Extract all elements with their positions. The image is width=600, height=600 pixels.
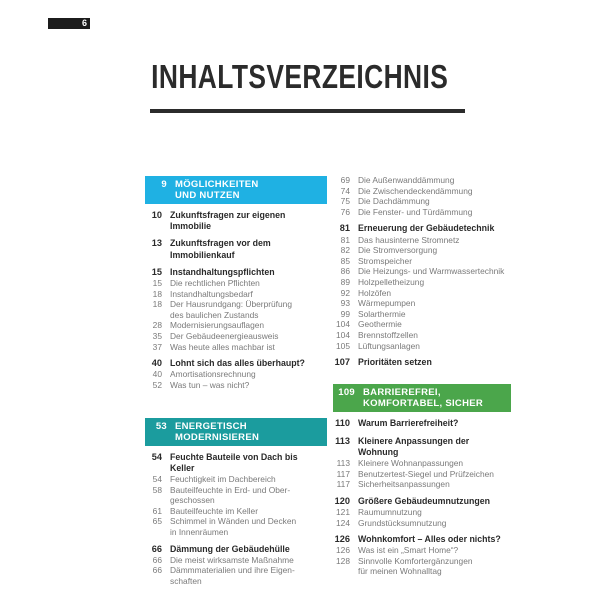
entry-title: Holzpelletheizung: [358, 276, 425, 287]
entry-page-number: 54: [151, 451, 162, 462]
entry-page-number: 105: [336, 340, 350, 351]
entry-page-number: 28: [152, 320, 162, 331]
toc-group: [333, 175, 511, 217]
entry-title: Kleinere Wohnanpassungen: [358, 457, 464, 468]
entry-title: Zukunftsfragen zur eigenen Immobilie: [170, 210, 286, 232]
entry-page-number: 120: [334, 495, 350, 506]
section-page-number: 53: [155, 420, 167, 432]
toc-group: [145, 544, 327, 587]
entry-page-number: 92: [340, 287, 350, 298]
toc-group: [333, 534, 511, 577]
toc-entry[interactable]: [333, 256, 511, 267]
toc-chapter-entry[interactable]: [333, 418, 511, 429]
entry-title: Instandhaltungspflichten: [170, 266, 275, 277]
entry-title: Schimmel in Wänden und Decken in Innenräumen: [170, 516, 297, 537]
entry-page-number: 117: [336, 479, 350, 490]
entry-title: Größere Gebäudeumnutzungen: [358, 495, 490, 506]
section-title: BARRIEREFREI, KOMFORTABEL, SICHER: [363, 387, 484, 410]
toc-group: [333, 357, 511, 368]
entry-title: Die rechtlichen Pflichten: [170, 278, 260, 289]
toc-entry[interactable]: [333, 207, 511, 218]
entry-page-number: 15: [151, 266, 162, 277]
page-title: [0, 58, 600, 96]
entry-page-number: 13: [151, 238, 162, 249]
entry-title: Stromspeicher: [358, 255, 412, 266]
section-page-number: 9: [161, 179, 167, 190]
entry-page-number: 104: [336, 329, 350, 340]
entry-page-number: 104: [336, 319, 350, 330]
toc-entry[interactable]: [145, 474, 327, 485]
entry-page-number: 65: [152, 516, 162, 527]
toc-group: [333, 436, 511, 490]
entry-title: Grundstücksumnutzung: [358, 517, 447, 528]
section-title: ENERGETISCH MODERNISIEREN: [175, 420, 260, 443]
entry-title: Bauteilfeuchte im Keller: [170, 505, 258, 516]
entry-page-number: 81: [340, 234, 350, 245]
entry-title: Der Gebäudeenergieausweis: [170, 330, 279, 341]
toc-entry[interactable]: [333, 175, 511, 186]
entry-title: Wohnkomfort – Alles oder nichts?: [358, 534, 501, 545]
entry-title: Was heute alles machbar ist: [170, 341, 275, 352]
entry-title: Raumumnutzung: [358, 506, 422, 517]
toc-entry[interactable]: [333, 288, 511, 299]
entry-page-number: 69: [340, 175, 350, 185]
entry-page-number: 66: [152, 565, 162, 576]
toc-entry[interactable]: [333, 298, 511, 309]
entry-title: Die Fenster- und Türdämmung: [358, 206, 473, 217]
toc-entry[interactable]: [333, 235, 511, 246]
entry-page-number: 10: [151, 210, 162, 220]
entry-page-number: 124: [336, 517, 350, 528]
entry-title: Wärmepumpen: [358, 298, 416, 309]
entry-page-number: 35: [152, 330, 162, 341]
entry-title: Dämmung der Gebäudehülle: [170, 543, 290, 554]
entry-page-number: 113: [335, 435, 350, 446]
toc-entry[interactable]: [145, 506, 327, 517]
entry-page-number: 54: [152, 473, 162, 484]
entry-page-number: 93: [340, 298, 350, 309]
toc-group: [333, 418, 511, 429]
toc-entry[interactable]: [333, 266, 511, 277]
toc-entry[interactable]: [333, 196, 511, 207]
entry-page-number: 18: [152, 288, 162, 299]
entry-page-number: 81: [339, 223, 350, 234]
entry-page-number: 117: [336, 468, 350, 479]
entry-page-number: 126: [334, 534, 350, 545]
entry-page-number: 113: [336, 457, 350, 468]
entry-title: Amortisationsrechnung: [170, 369, 256, 380]
entry-page-number: 107: [334, 357, 350, 368]
entry-title: Modernisierungsauflagen: [170, 320, 265, 331]
toc-entry[interactable]: [333, 507, 511, 518]
entry-title: Sinnvolle Komfortergänzungen für meinen Wohnalltag: [358, 555, 473, 577]
toc-chapter-entry[interactable]: [333, 534, 511, 545]
entry-title: Erneuerung der Gebäudetechnik: [358, 223, 495, 234]
entry-title: Die Heizungs- und Warmwassertechnik: [358, 266, 505, 277]
toc-entry[interactable]: [333, 319, 511, 330]
entry-page-number: 126: [336, 545, 350, 556]
entry-title: Instandhaltungsbedarf: [170, 288, 253, 299]
toc-entry[interactable]: [145, 299, 327, 320]
entry-title: Die Zwischendeckendämmung: [358, 185, 473, 196]
entry-title: Geothermie: [358, 319, 402, 330]
toc-chapter-entry[interactable]: [145, 358, 327, 369]
toc-entry[interactable]: [333, 518, 511, 529]
toc-entry[interactable]: [145, 485, 327, 506]
toc-entry[interactable]: [145, 342, 327, 353]
entry-title: Die Stromversorgung: [358, 245, 438, 256]
entry-title: Warum Barrierefreiheit?: [358, 418, 459, 429]
entry-page-number: 76: [340, 206, 350, 217]
entry-page-number: 89: [340, 276, 350, 287]
entry-title: Die meist wirksamste Maßnahme: [170, 554, 294, 565]
entry-page-number: 121: [336, 506, 350, 517]
entry-page-number: 99: [340, 308, 350, 319]
toc-entry[interactable]: [145, 555, 327, 566]
entry-title: Lüftungsanlagen: [358, 340, 420, 351]
toc-entry[interactable]: [333, 458, 511, 469]
entry-page-number: 128: [336, 555, 350, 566]
toc-group: [145, 267, 327, 352]
toc-entry[interactable]: [333, 330, 511, 341]
entry-title: Feuchte Bauteile von Dach bis Keller: [170, 451, 298, 473]
entry-title: Zukunftsfragen vor dem Immobilienkauf: [170, 238, 271, 260]
toc-chapter-entry[interactable]: [333, 496, 511, 507]
entry-page-number: 61: [152, 505, 162, 516]
entry-page-number: 52: [152, 379, 162, 390]
entry-title: Feuchtigkeit im Dachbereich: [170, 473, 276, 484]
toc-entry[interactable]: [333, 277, 511, 288]
toc-group: [333, 496, 511, 528]
page-number: 6: [81, 18, 87, 28]
toc-entry[interactable]: [145, 369, 327, 380]
title-rule: [150, 109, 465, 113]
entry-title: Brennstoffzellen: [358, 329, 418, 340]
entry-title: Der Hausrundgang: Überprüfung des baulichen Zustands: [170, 299, 292, 320]
entry-page-number: 74: [340, 185, 350, 196]
toc-entry[interactable]: [333, 556, 511, 577]
entry-page-number: 37: [152, 341, 162, 352]
toc-group: [145, 358, 327, 390]
section-title: MÖGLICHKEITEN UND NUTZEN: [175, 179, 259, 201]
toc-entry[interactable]: [333, 245, 511, 256]
entry-page-number: 58: [152, 484, 162, 495]
toc-entry[interactable]: [145, 278, 327, 289]
entry-title: Prioritäten setzen: [358, 357, 432, 368]
entry-title: Lohnt sich das alles überhaupt?: [170, 358, 305, 369]
entry-page-number: 66: [152, 554, 162, 565]
toc-entry[interactable]: [145, 565, 327, 586]
toc-group: [145, 238, 327, 260]
toc-group: [333, 223, 511, 351]
section-header[interactable]: [145, 418, 327, 446]
entry-title: Solarthermie: [358, 308, 406, 319]
entry-title: Holzöfen: [358, 287, 392, 298]
toc-group: [145, 452, 327, 538]
entry-title: Das hausinterne Stromnetz: [358, 234, 460, 245]
toc-chapter-entry[interactable]: [145, 544, 327, 555]
toc-chapter-entry[interactable]: [145, 267, 327, 278]
toc-entry[interactable]: [145, 289, 327, 300]
entry-page-number: 40: [152, 369, 162, 380]
toc-entry[interactable]: [333, 545, 511, 556]
page-number-bar: [48, 18, 90, 29]
entry-page-number: 85: [340, 255, 350, 266]
entry-title: Benutzertest-Siegel und Prüfzeichen: [358, 468, 494, 479]
toc-entry[interactable]: [145, 320, 327, 331]
entry-page-number: 66: [151, 543, 162, 554]
entry-page-number: 40: [151, 358, 162, 369]
toc-chapter-entry[interactable]: [333, 357, 511, 368]
page-title-text: INHALTSVERZEICHNIS: [151, 58, 449, 95]
entry-page-number: 86: [340, 266, 350, 277]
section-header[interactable]: [333, 384, 511, 412]
entry-title: Kleinere Anpassungen der Wohnung: [358, 435, 470, 457]
section-page-number: 109: [338, 387, 355, 399]
toc-chapter-entry[interactable]: [333, 223, 511, 234]
toc-entry[interactable]: [333, 479, 511, 490]
toc-entry[interactable]: [333, 309, 511, 320]
toc-chapter-entry[interactable]: [145, 238, 327, 260]
entry-title: Was tun – was nicht?: [170, 379, 250, 390]
entry-page-number: 15: [152, 278, 162, 289]
entry-title: Sicherheitsanpassungen: [358, 479, 450, 490]
toc-chapter-entry[interactable]: [145, 210, 327, 232]
toc-entry[interactable]: [333, 469, 511, 480]
toc-group: [145, 210, 327, 232]
section-header[interactable]: [145, 176, 327, 204]
entry-title: Die Außenwanddämmung: [358, 175, 455, 185]
toc-entry[interactable]: [145, 331, 327, 342]
entry-page-number: 18: [152, 299, 162, 310]
toc-entry[interactable]: [333, 341, 511, 352]
entry-page-number: 75: [340, 196, 350, 207]
entry-title: Was ist ein „Smart Home“?: [358, 545, 459, 556]
toc-right-column: [333, 175, 511, 577]
toc-entry[interactable]: [145, 380, 327, 391]
entry-page-number: 110: [335, 418, 350, 429]
toc-chapter-entry[interactable]: [145, 452, 327, 474]
entry-page-number: 82: [340, 245, 350, 256]
entry-title: Dämmmaterialien und ihre Eigen- schaften: [170, 565, 295, 586]
toc-entry[interactable]: [145, 516, 327, 537]
entry-title: Bauteilfeuchte in Erd- und Ober- geschossen: [170, 484, 291, 506]
toc-entry[interactable]: [333, 186, 511, 197]
toc-left-column: [145, 176, 327, 587]
toc-chapter-entry[interactable]: [333, 436, 511, 458]
entry-title: Die Dachdämmung: [358, 196, 430, 207]
